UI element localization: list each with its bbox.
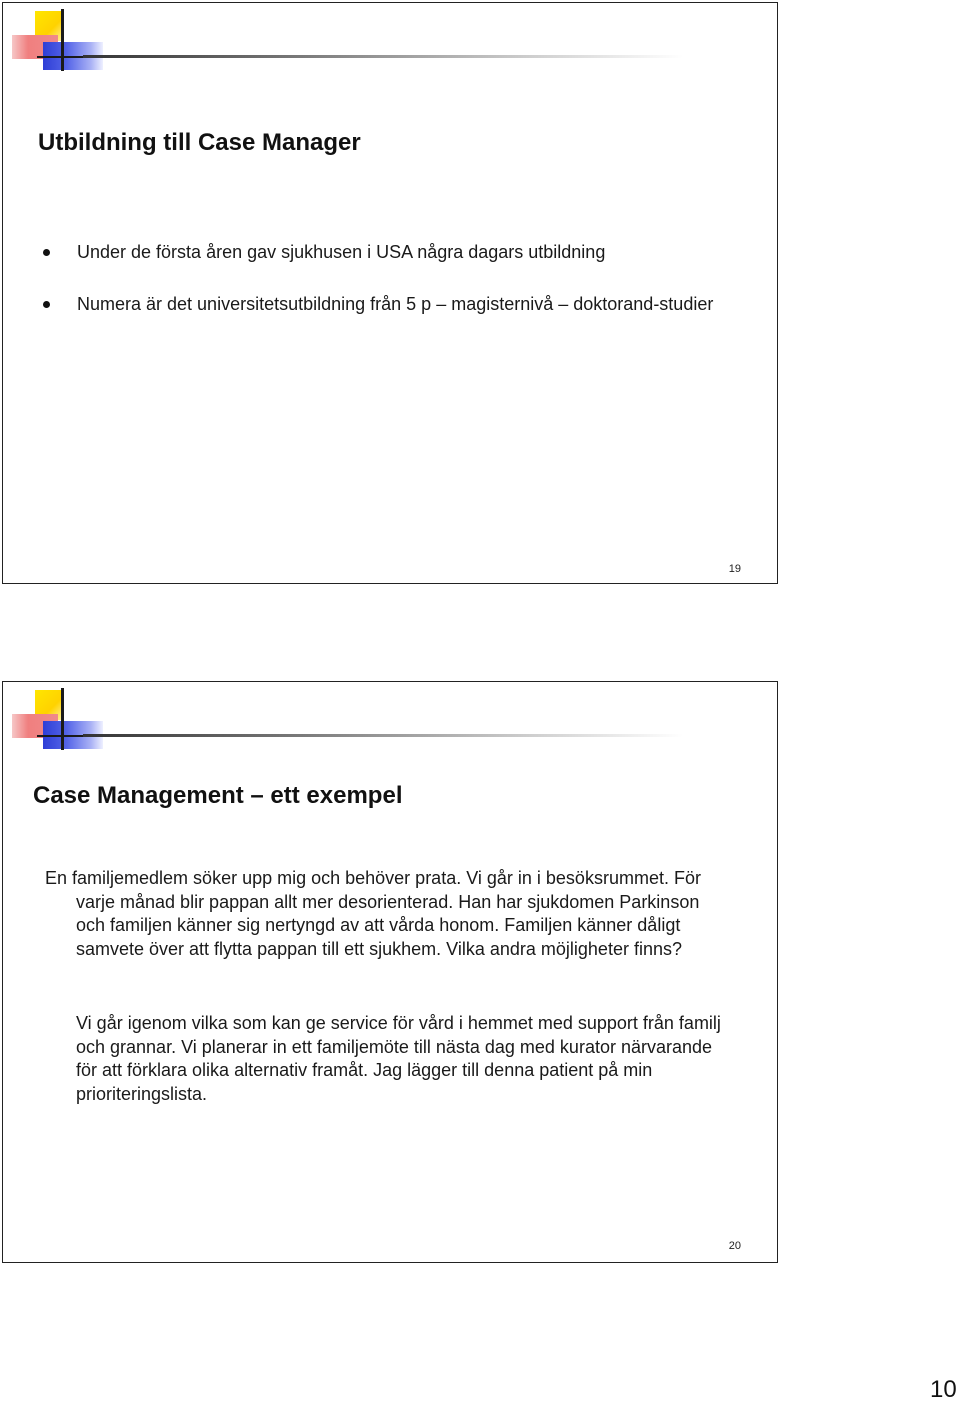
- bullet-dot-icon: [43, 249, 50, 256]
- slide-title: Utbildning till Case Manager: [38, 129, 361, 156]
- header-rule: [83, 55, 683, 58]
- bullet-list: [43, 241, 743, 345]
- slide-20: [2, 681, 778, 1263]
- slide-logo-icon: [9, 688, 109, 754]
- paragraph: Vi går igenom vilka som kan ge service för vård i hemmet med support från familj och grannar. Vi planerar in ett familjemöte till nästa dag med kurator närvarande för att förklara olika alternativ framåt. Jag lägger till denna patient på min prioriteringslista.: [76, 1013, 721, 1104]
- slide-number: 19: [728, 563, 741, 575]
- slide-number: 20: [728, 1240, 741, 1252]
- paragraph: En familjemedlem söker upp mig och behöver prata. Vi går in i besöksrummet. För varje månad blir pappan allt mer desorienterad. Han har sjukdomen Parkinson och familjen känner sig nertyngd av att vårda honom. Familjen känner dåligt samvete över att flytta pappan till ett sjukhem. Vilka andra möjligheter finns?: [45, 868, 701, 959]
- bullet-dot-icon: [43, 301, 50, 308]
- header-rule: [83, 734, 683, 737]
- page-number: 10: [930, 1376, 957, 1403]
- bullet-item: Under de första åren gav sjukhusen i USA några dagars utbildning: [43, 241, 743, 264]
- slide-logo-icon: [9, 9, 109, 75]
- slide-title: Case Management – ett exempel: [33, 782, 403, 809]
- slide-19: [2, 2, 778, 584]
- bullet-item: Numera är det universitetsutbildning från 5 p – magisternivå – doktorand-studier: [43, 293, 717, 316]
